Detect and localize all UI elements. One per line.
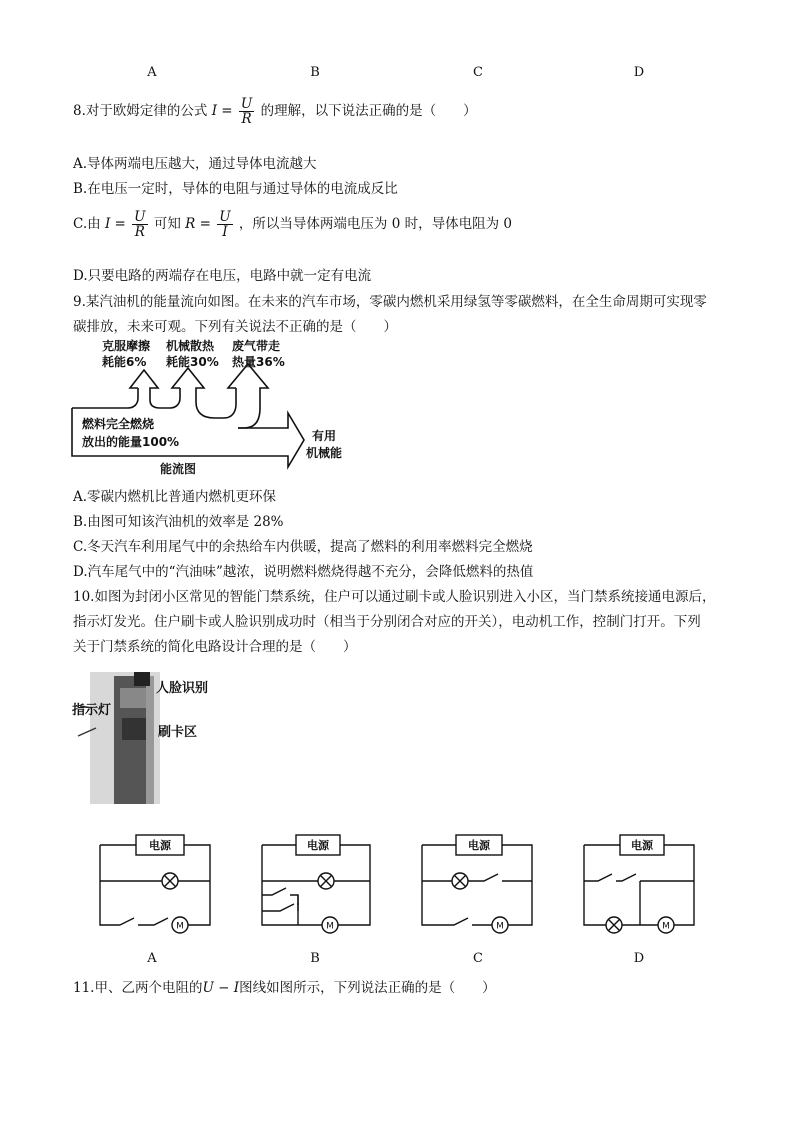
- output-label-1: 有用: [312, 429, 337, 443]
- svg-text:M: M: [496, 921, 504, 932]
- photo-label-indicator: 指示灯: [72, 703, 112, 718]
- circuit-c-power: 电源: [468, 839, 490, 852]
- photo-label-card: 刷卡区: [158, 725, 198, 740]
- card-reader: [122, 718, 146, 740]
- circuit-b-power: 电源: [307, 839, 329, 852]
- q10-stem-line2: 指示灯发光。住户刷卡或人脸识别成功时（相当于分别闭合对应的开关），电动机工作，控制门打开。下列: [73, 614, 701, 630]
- top-option-label-b: B: [310, 65, 320, 80]
- loss3-label-1: 废气带走: [232, 339, 281, 353]
- top-option-label-c: C: [473, 65, 483, 80]
- top-option-label-d: D: [633, 65, 645, 80]
- diagram-caption: 能流图: [160, 462, 197, 476]
- output-label-2: 机械能: [306, 446, 343, 460]
- q9-option-c: C.冬天汽车利用尾气中的余热给车内供暖，提高了燃料的利用率燃料完全燃烧: [73, 539, 533, 555]
- q8-option-b: B.在电压一定时，导体的电阻与通过导体的电流成反比: [73, 181, 398, 197]
- circuit-d-power: 电源: [631, 839, 653, 852]
- q10-stem-line3: 关于门禁系统的简化电路设计合理的是（ ）: [73, 639, 357, 655]
- q8-stem: 8.对于欧姆定律的公式 I = $\frac{U}{R}$ 的理解，以下说法正确的是（ ）: [73, 96, 477, 128]
- svg-text:M: M: [326, 921, 334, 932]
- loss3-label-2: 热量36%: [232, 355, 285, 369]
- loss1-label-1: 克服摩擦: [102, 339, 151, 353]
- energy-flow-diagram: [68, 336, 368, 478]
- q9-option-a: A.零碳内燃机比普通内燃机更环保: [73, 489, 277, 505]
- q9-option-b: B.由图可知该汽油机的效率是 28%: [73, 514, 284, 530]
- face-camera: [120, 688, 146, 708]
- circuit-d-lamp: [606, 917, 622, 933]
- q8-option-a: A.导体两端电压越大，通过导体电流越大: [73, 156, 317, 172]
- circuit-label-d: D: [633, 951, 645, 966]
- q9-stem-line2: 碳排放，未来可观。下列有关说法不正确的是（ ）: [73, 319, 397, 335]
- circuit-a-power: 电源: [149, 839, 171, 852]
- input-label-2: 放出的能量100%: [82, 435, 180, 449]
- q11-stem: 11.甲、乙两个电阻的U − I图线如图所示，下列说法正确的是（ ）: [73, 980, 496, 996]
- input-label-1: 燃料完全燃烧: [82, 417, 155, 431]
- q8-option-d: D.只要电路的两端存在电压，电路中就一定有电流: [73, 268, 372, 284]
- loss2-label-1: 机械散热: [166, 339, 215, 353]
- q8-formula-fraction: $\frac{U}{R}$: [240, 96, 253, 128]
- svg-text:M: M: [662, 921, 670, 932]
- top-option-label-a: A: [147, 65, 157, 80]
- photo-label-face: 人脸识别: [156, 681, 209, 696]
- loss2-label-2: 耗能30%: [166, 355, 219, 369]
- circuit-a-lamp: [162, 873, 178, 889]
- q9-option-d: D.汽车尾气中的“汽油味”越浓，说明燃料燃烧得越不充分，会降低燃料的热值: [73, 564, 534, 580]
- q9-stem-line1: 9.某汽油机的能量流向如图。在未来的汽车市场，零碳内燃机采用绿氢等零碳燃料，在全生命周期可实现零: [73, 294, 707, 310]
- circuit-label-a: A: [147, 951, 157, 966]
- flow-band-top-1: [72, 388, 138, 408]
- svg-text:M: M: [176, 921, 184, 932]
- loss1-label-2: 耗能6%: [102, 355, 147, 369]
- face-icon: [134, 672, 150, 686]
- circuit-b-lamp: [318, 873, 334, 889]
- q10-stem-line1: 10.如图为封闭小区常见的智能门禁系统，住户可以通过刷卡或人脸识别进入小区，当门禁系统接通电源后，: [73, 589, 716, 605]
- q8-option-c: C.由 I = $\frac{U}{R}$ 可知 R = $\frac{U}{I}$ ，所以当导体两端电压为 0 时，导体电阻为 0: [73, 209, 512, 241]
- circuit-label-b: B: [310, 951, 320, 966]
- circuit-label-c: C: [473, 951, 483, 966]
- circuit-c-lamp: [452, 873, 468, 889]
- circuit-options: [90, 823, 710, 948]
- access-gate-photo: [70, 668, 245, 813]
